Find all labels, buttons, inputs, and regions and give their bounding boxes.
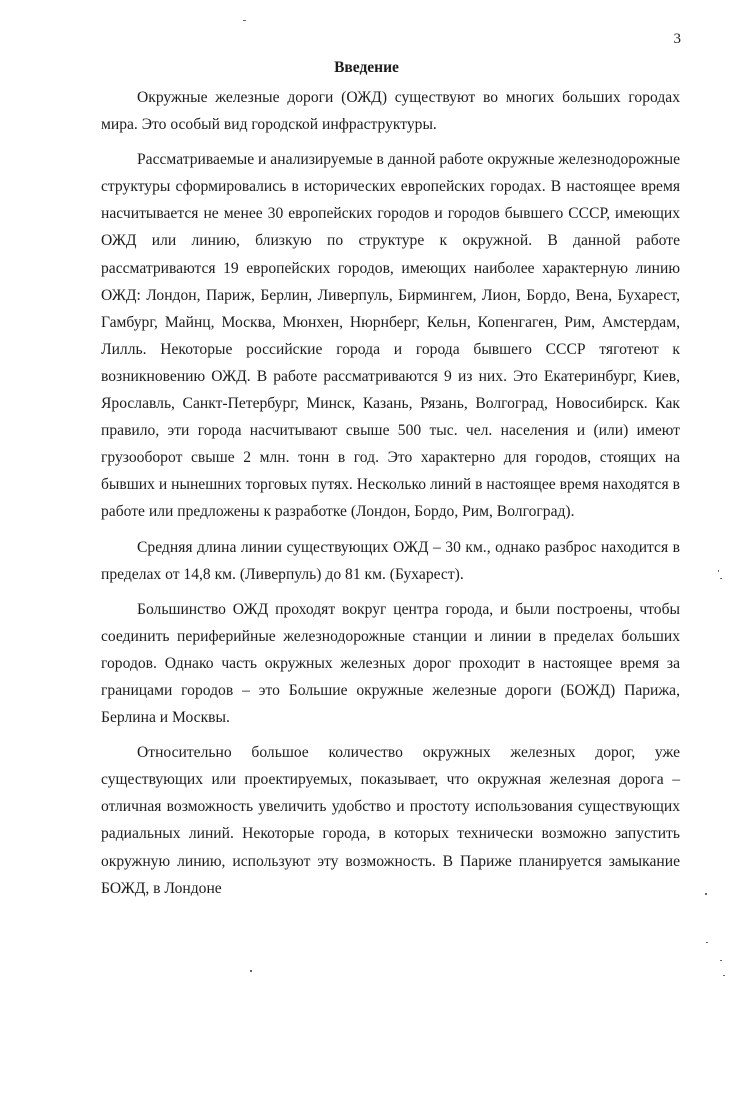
scan-speck	[243, 20, 246, 21]
paragraph: Средняя длина линии существующих ОЖД – 30 км., однако разброс находится в пределах от 14,8 км. (Ливерпуль) до 81 км. (Бухарест).	[101, 538, 680, 583]
paragraph: Рассматриваемые и анализируемые в данной работе окружные железнодорожные структуры сформировались в исторических европейских городах. В настоящее время насчитывается не менее 30 европейских городов и городов бывшего СССР, имеющих ОЖД или линию, близкую по структуре к окружной. В данной работе рассматриваются 19 европейских городов, имеющих наиболее характерную линию ОЖД: Лондон, Париж, Берлин, Ливерпуль, Бирмингем, Лион, Бордо, Вена, Бухарест, Гамбург, Майнц, Москва, Мюнхен, Нюрнберг, Кельн, Копенгаген, Рим, Амстердам, Лилль. Некоторые российские города и города бывшего СССР тяготеют к возникновению ОЖД. В работе рассматриваются 9 из них. Это Екатеринбург, Киев, Ярославль, Санкт-Петербург, Минск, Казань, Рязань, Волгоград, Новосибирск. Как правило, эти города насчитывают свыше 500 тыс. чел. населения и (или) имеют грузооборот свыше 2 млн. тонн в год. Это характерно для городов, стоящих на бывших и нынешних торговых путях. Несколько линий в настоящее время находятся в работе или предложены к разработке (Лондон, Бордо, Рим, Волгоград).	[101, 151, 680, 521]
paragraph: Большинство ОЖД проходят вокруг центра города, и были построены, чтобы соединить периферийные железнодорожные станции и линии в пределах больших городов. Однако часть окружных железных дорог проходит в настоящее время за границами городов – это Большие окружные железные дороги (БОЖД) Парижа, Берлина и Москвы.	[101, 600, 680, 727]
scan-speck	[720, 960, 722, 961]
section-title: Введение	[334, 59, 399, 76]
scan-speck	[723, 975, 725, 976]
scan-speck	[720, 578, 722, 579]
scan-speck	[718, 570, 719, 572]
page-number: 3	[673, 31, 681, 47]
body-text	[101, 84, 680, 902]
paragraph: Окружные железные дороги (ОЖД) существуют во многих больших городах мира. Это особый вид городской инфраструктуры.	[101, 89, 680, 134]
scan-speck	[705, 893, 707, 895]
scan-speck	[706, 942, 708, 943]
paragraph: Относительно большое количество окружных железных дорог, уже существующих или проектируемых, показывает, что окружная железная дорога – отличная возможность увеличить удобство и простоту использования существующих радиальных линий. Некоторые города, в которых технически возможно запустить окружную линию, используют эту возможность. В Париже планируется замыкание БОЖД, в Лондоне	[101, 744, 680, 897]
scan-speck	[250, 970, 252, 972]
